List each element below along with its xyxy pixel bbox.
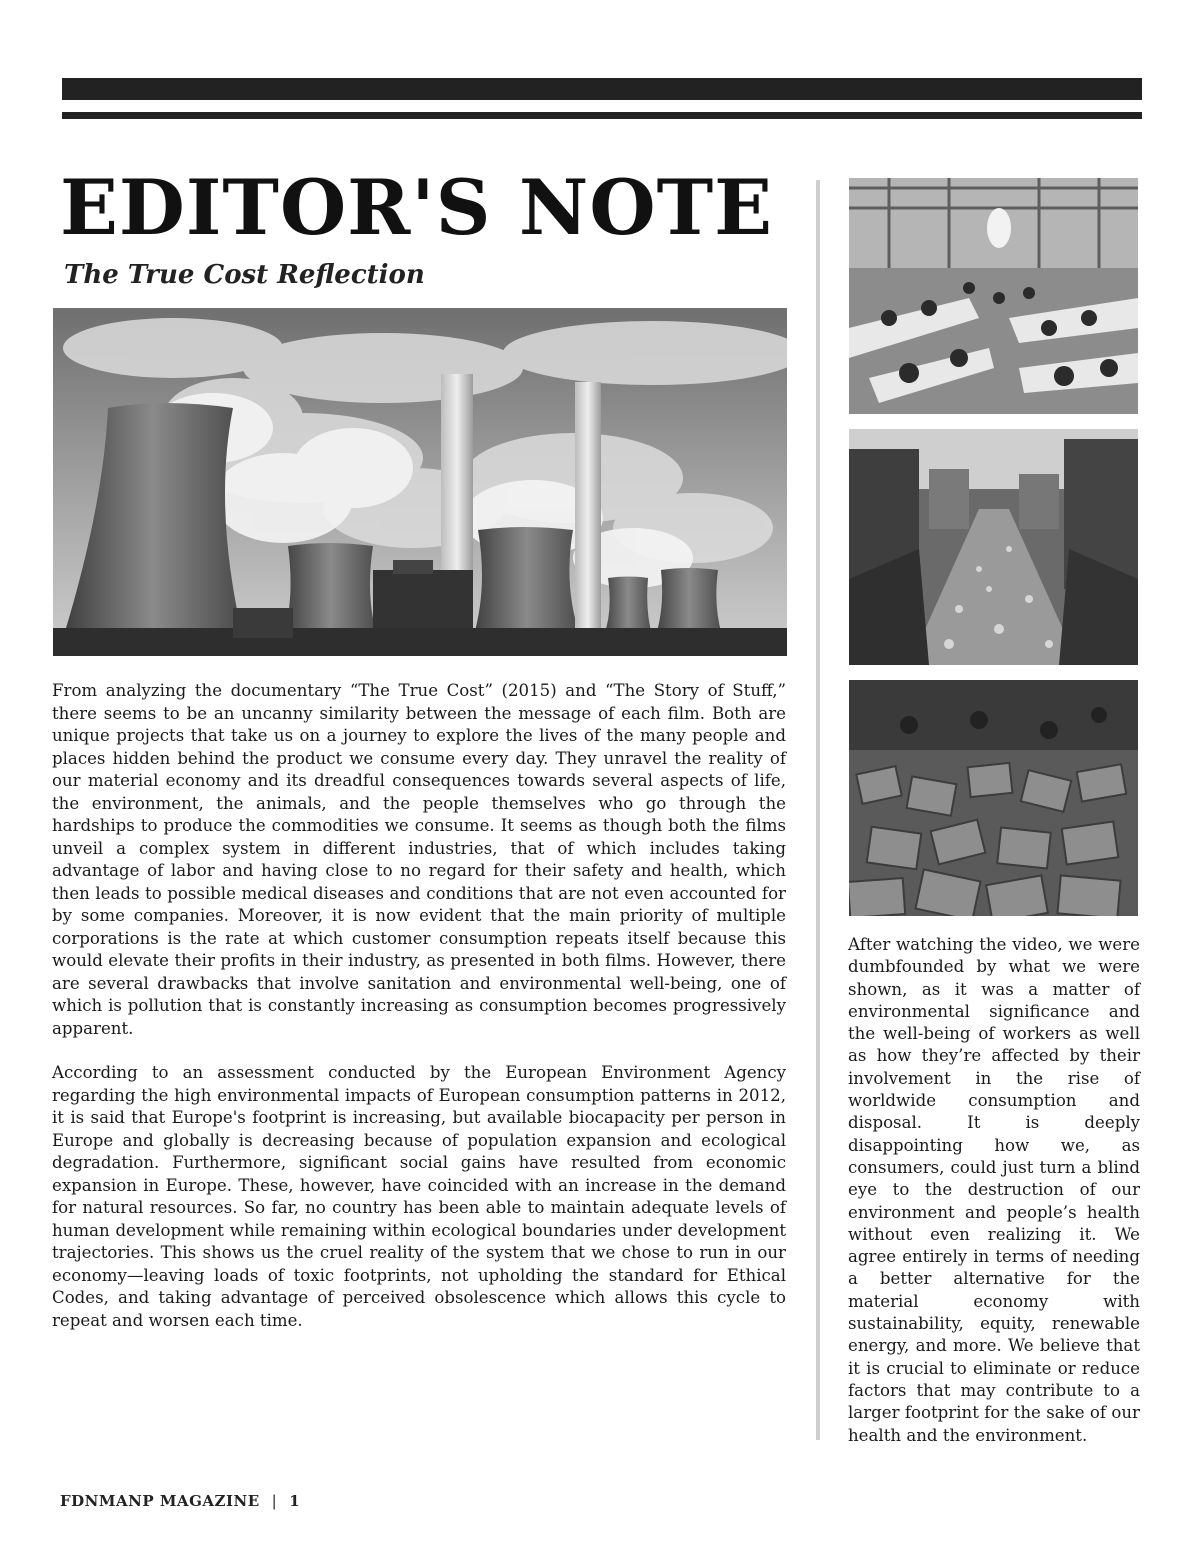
side-polluted-canal-image xyxy=(849,429,1138,665)
side-boxes-image xyxy=(849,680,1138,916)
page-number: 1 xyxy=(289,1492,301,1510)
hero-power-plant-image xyxy=(53,308,787,656)
article-body xyxy=(52,680,786,1332)
page-subtitle: The True Cost Reflection xyxy=(64,260,425,290)
footer-separator: | xyxy=(271,1492,278,1510)
article-paragraph-2: According to an assessment conducted by the European Environment Agency regarding the high environmental impacts of European consumption patterns in 2012, it is said that Europe's footprint is increasing, but available biocapacity per person in Europe and globally is decreasing because of population expansion and ecological degradation. Furthermore, significant social gains have resulted from economic expansion in Europe. These, however, have coincided with an increase in the demand for natural resources. So far, no country has been able to maintain adequate levels of human development while remaining within ecological boundaries under development trajectories. This shows us the cruel reality of the system that we chose to run in our economy—leaving loads of toxic footprints, not upholding the standard for Ethical Codes, and taking advantage of perceived obsolescence which allows this cycle to repeat and worsen each time. xyxy=(52,1063,786,1330)
article-paragraph-1: From analyzing the documentary “The True Cost” (2015) and “The Story of Stuff,” there seems to be an uncanny similarity between the message of each film. Both are unique projects that take us on a journey to explore the lives of the many people and places hidden behind the product we consume every day. They unravel the reality of our material economy and its dreadful consequences towards several aspects of life, the environment, the animals, and the people themselves who go through the hardships to produce the commodities we consume. It seems as though both the films unveil a complex system in different industries, that of which includes taking advantage of labor and having close to no regard for their safety and health, which then leads to possible medical diseases and conditions that are not even accounted for by some companies. Moreover, it is now evident that the main priority of multiple corporations is the rate at which customer consumption repeats itself because this would elevate their profits in their industry, as presented in both films. However, there are several drawbacks that involve sanitation and environmental well-being, one of which is pollution that is constantly increasing as consumption becomes progressively apparent. xyxy=(52,681,786,1038)
side-factory-image xyxy=(849,178,1138,414)
page-footer xyxy=(60,1492,300,1510)
magazine-name: FDNMANP MAGAZINE xyxy=(60,1492,260,1510)
header-rule-thin xyxy=(62,112,1142,119)
page-title: EDITOR'S NOTE xyxy=(60,163,774,252)
header-rule-thick xyxy=(62,78,1142,100)
sidebar-text: After watching the video, we were dumbfounded by what we were shown, as it was a matter of environmental significance and the well-being of workers as well as how they’re affected by their involvement in the rise of worldwide consumption and disposal. It is deeply disappointing how we, as consumers, could just turn a blind eye to the destruction of our environment and people’s health without even realizing it. We agree entirely in terms of needing a better alternative for the material economy with sustainability, equity, renewable energy, and more. We believe that it is crucial to eliminate or reduce factors that may contribute to a larger footprint for the sake of our health and the environment. xyxy=(848,935,1140,1445)
column-divider xyxy=(816,180,820,1440)
